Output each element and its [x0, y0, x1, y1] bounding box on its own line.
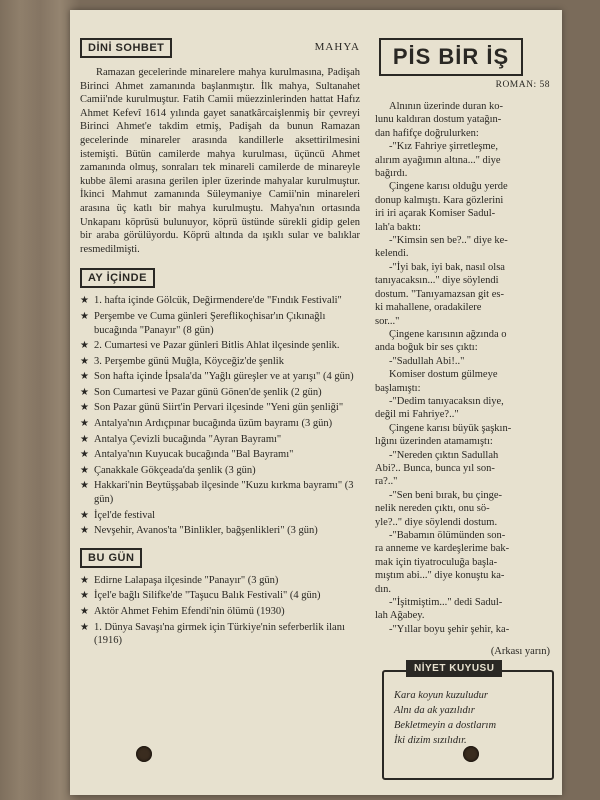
story-line: alırım ayağımın altına..." diye	[375, 154, 501, 166]
story-line: Abi?.. Bunca, bunca yıl son-	[375, 462, 495, 474]
story-line: Çingene karısı olduğu yerde	[389, 181, 508, 193]
star-icon: ★	[80, 433, 89, 445]
list-item-text: Aktör Ahmet Fehim Efendi'nin ölümü (1930)	[94, 606, 285, 617]
story-line: donup kalmıştı. Kara gözlerini	[375, 194, 504, 206]
star-icon: ★	[80, 449, 89, 461]
story-line: sor..."	[375, 315, 400, 327]
list-item	[80, 524, 360, 538]
list-item	[80, 339, 360, 353]
story-line: mıştım abi..." diye konuştu ka-	[375, 570, 505, 582]
mahya-title: MAHYA	[314, 41, 360, 53]
story-line: -"Dedim tanıyacaksın diye,	[389, 395, 504, 407]
list-item	[80, 370, 360, 384]
left-column	[80, 38, 360, 650]
story-line: Çingene karısının ağzında o	[389, 328, 507, 340]
star-icon: ★	[80, 464, 89, 476]
list-item-text: 3. Perşembe günü Muğla, Köyceğiz'de şenlik	[94, 355, 284, 367]
poem-line: Alnı da ak yazılıdır	[394, 705, 475, 716]
list-item	[80, 589, 360, 603]
list-item-text: 1. hafta içinde Gölcük, Değirmendere'de "Fındık Festivali"	[94, 295, 342, 307]
story-line: -"Kız Fahriye şirretleşme,	[389, 141, 498, 153]
dini-sohbet-label: DİNİ SOHBET	[80, 38, 172, 58]
story-line: ki mahallene, oradakilere	[375, 302, 482, 314]
list-item-text: İçel'e bağlı Silifke'de "Taşucu Balık Festivali" (4 gün)	[94, 590, 321, 602]
story-line: lah'a baktı:	[375, 221, 421, 233]
star-icon: ★	[80, 402, 89, 414]
star-icon: ★	[80, 418, 89, 430]
bu-gun-header	[80, 548, 360, 568]
story-line: değil mi Fahriye?.."	[375, 409, 459, 421]
story-line: başlamıştı:	[375, 382, 421, 394]
story-line: dostum. "Tanıyamazsan git es-	[375, 288, 504, 300]
list-item-text: İçel'de festival	[94, 509, 156, 521]
star-icon: ★	[80, 480, 89, 492]
list-item	[80, 479, 360, 506]
story-line: dan hafifçe doğrulurken:	[375, 127, 479, 139]
poem-line: Bekletmeyin a dostlarım	[394, 720, 497, 731]
list-item-text: Perşembe ve Cuma günleri Şereflikoçhisar'ın Çıkınağlı bucağında "Panayır" (8 gün)	[94, 310, 326, 336]
list-item-text: Çanakkale Gökçeada'da şenlik (3 gün)	[94, 464, 256, 476]
list-item-text: Son Pazar günü Siirt'in Pervari ilçesinde "Yeni gün şenliği"	[94, 402, 344, 414]
star-icon: ★	[80, 525, 89, 537]
list-item	[80, 448, 360, 462]
punch-hole-left	[136, 746, 152, 762]
list-item-text: Son hafta içinde İpsala'da "Yağlı güreşler ve at yarışı" (4 gün)	[94, 371, 354, 383]
star-icon: ★	[80, 295, 89, 307]
roman-number: ROMAN: 58	[495, 80, 550, 90]
story-line: -"İşitmiştim..." dedi Sadul-	[389, 597, 503, 609]
niyet-kuyusu-box	[382, 663, 554, 780]
poem-line: Kara koyun kuzuludur	[394, 690, 488, 701]
niyet-kuyusu-label: NİYET KUYUSU	[406, 660, 502, 677]
list-item	[80, 621, 360, 648]
list-item	[80, 574, 360, 588]
story-line: -"Kimsin sen be?.." diye ke-	[389, 235, 508, 247]
list-item-text: Son Cumartesi ve Pazar günü Gönen'de şenlik (2 gün)	[94, 386, 322, 398]
star-icon: ★	[80, 371, 89, 383]
story-line: ra?.."	[375, 476, 398, 488]
list-item	[80, 310, 360, 337]
story-line: -"Babamın ölümünden son-	[389, 530, 506, 541]
ay-icinde-header	[80, 268, 360, 288]
bu-gun-list	[80, 574, 360, 648]
story-line: dın.	[375, 583, 392, 595]
star-icon: ★	[80, 386, 89, 398]
poem-line: İki dizim sızılıdır.	[394, 735, 467, 746]
story-line: nelik nereden çıktı, onu sö-	[375, 503, 490, 515]
story-line: -"Sen beni bırak, bu çinge-	[389, 489, 503, 501]
story-line: anda boğuk bir ses çıktı:	[375, 342, 478, 354]
star-icon: ★	[80, 509, 89, 521]
story-line: Komiser dostum gülmeye	[389, 369, 498, 381]
ay-icinde-label: AY İÇİNDE	[80, 268, 155, 288]
story-line: -"Nereden çıktın Sadullah	[389, 449, 499, 461]
list-item	[80, 417, 360, 431]
newspaper-clipping	[70, 10, 562, 795]
list-item-text: 1. Dünya Savaşı'na girmek için Türkiye'nin seferberlik ilanı (1916)	[94, 621, 345, 647]
arkasi-yarin: (Arkası yarın)	[490, 646, 550, 658]
story-line: -"Sadullah Abi!.."	[389, 355, 465, 367]
story-line: bağırdı.	[375, 168, 408, 180]
story-line: -"Yıllar boyu şehir şehir, ka-	[389, 623, 510, 635]
list-item-text: Antalya'nın Kuyucak bucağında "Bal Bayramı"	[94, 449, 294, 461]
serial-story	[375, 100, 550, 636]
serial-title: PİS BİR İŞ	[379, 38, 523, 76]
story-line: Alnının üzerinde duran ko-	[389, 101, 504, 112]
story-line: lah Ağabey.	[375, 610, 425, 622]
list-item	[80, 464, 360, 478]
star-icon: ★	[80, 340, 89, 352]
dini-sohbet-header	[80, 38, 360, 60]
bu-gun-label: BU GÜN	[80, 548, 142, 568]
mahya-paragraph: Ramazan gecelerinde minarelere mahya kurulmasına, Padişah Birinci Ahmet zamanında başlanmıştır. İlk mahya, Sultanahet Camii'nde kurulmuştur. Fatih Camii müezzinlerinden hattat Hafız Ahmet Kefevî 1614 yılında gayet sanatkârcaişlenmiş bir çevreyi Birinci Ahmet'e takdim etmiş, Padişah da bunun Ramazan gecelerinde minareler arasında kandillerle aksettirilmesini istemişti. Bütün camilerde mahya kurulması, üçüncü Ahmet zamanında olmuş, sonraları tek minareli camilerde de minareyle kubbe âlemi arasına gerilen ipler üzerinde mahyalar kurulmuştur. İkinci Mahmut zamanında Süleymaniye Camii'nin minareleri arasına üç katlı bir mahya kurulmuştu. Mahya'nın ortasında Unkapanı köprüsü bulunuyor, köprü üstünde sürekli gidip gelen bir araba görülüyordu. Köprü altında da ışıklı sular ve balıklar resmedilmişti.	[80, 67, 360, 255]
story-line: yle?.." diye söylendi dostum.	[375, 516, 498, 528]
list-item-text: Hakkari'nin Beytüşşabab ilçesinde "Kuzu kırkma bayramı" (3 gün)	[94, 480, 354, 506]
list-item-text: Edirne Lalapaşa ilçesinde "Panayır" (3 gün)	[94, 574, 279, 586]
story-line: kelendi.	[375, 248, 409, 260]
star-icon: ★	[80, 606, 89, 617]
star-icon: ★	[80, 355, 89, 367]
ay-icinde-list	[80, 294, 360, 538]
list-item	[80, 294, 360, 308]
right-column	[375, 38, 550, 657]
story-line: iri iri açarak Komiser Sadul-	[375, 208, 496, 220]
list-item-text: Nevşehir, Avanos'ta "Binlikler, bağşenlikleri" (3 gün)	[94, 525, 318, 537]
list-item-text: 2. Cumartesi ve Pazar günleri Bitlis Ahlat ilçesinde şenlik.	[94, 340, 340, 352]
list-item	[80, 386, 360, 400]
story-line: -"İyi bak, iyi bak, nasıl olsa	[389, 261, 505, 273]
story-line: lığını üzerinden atamamıştı:	[375, 436, 493, 448]
list-item	[80, 509, 360, 523]
list-item-text: Antalya'nın Ardıçpınar bucağında üzüm bayramı (3 gün)	[94, 418, 333, 430]
star-icon: ★	[80, 590, 89, 602]
list-item	[80, 401, 360, 415]
story-line: tanıyacaksın..." diye söylendi	[375, 275, 499, 287]
story-line: Çingene karısı büyük şaşkın-	[389, 422, 512, 434]
list-item	[80, 605, 360, 619]
list-item-text: Antalya Çevizli bucağında "Ayran Bayramı"	[94, 433, 282, 445]
list-item	[80, 355, 360, 369]
story-line: ra anneme ve kardeşlerime bak-	[375, 543, 510, 555]
punch-hole-right	[463, 746, 479, 762]
story-line: mak için tiyatroculuğa başla-	[375, 556, 498, 568]
star-icon: ★	[80, 621, 89, 633]
star-icon: ★	[80, 310, 89, 322]
niyet-kuyusu-poem	[394, 688, 544, 748]
list-item	[80, 433, 360, 447]
star-icon: ★	[80, 574, 89, 586]
story-line: lunu kaldıran dostum yatağın-	[375, 114, 502, 126]
